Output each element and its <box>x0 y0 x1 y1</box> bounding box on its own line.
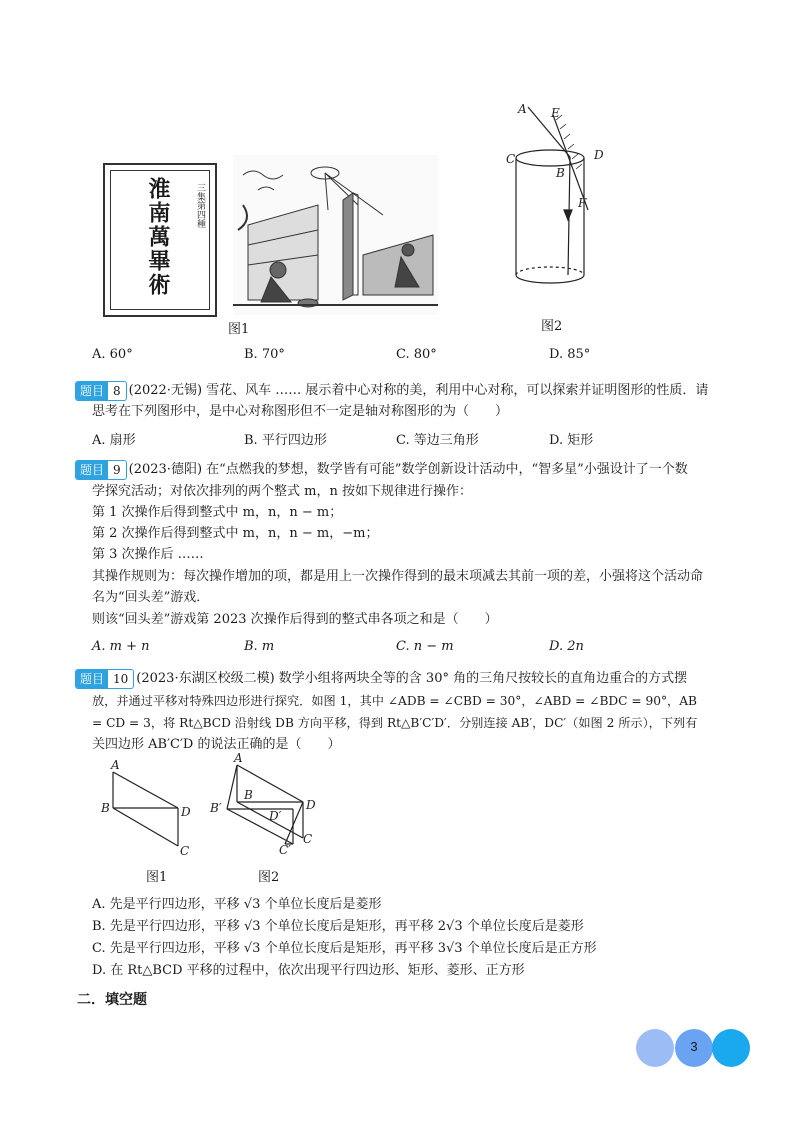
q10-tag: 题目 10 <box>75 669 134 689</box>
q8-tag: 题目 8 <box>75 381 127 401</box>
ancient-illustration <box>233 155 438 315</box>
q10-line-1 <box>75 668 687 690</box>
q9-text-4: 第 2 次操作后得到整式中 m，n，n − m，−m； <box>92 526 379 541</box>
q7-option-c[interactable]: C. 80° <box>396 347 437 362</box>
deco-circle-left <box>636 1029 674 1067</box>
q10-fig1-point-B: B <box>101 801 110 815</box>
q10-fig1-point-D: D <box>181 805 191 819</box>
q10-option-c[interactable]: C. 先是平行四边形，平移 √3 个单位长度后是矩形，再平移 3√3 个单位长度后是正方形 <box>92 941 597 956</box>
point-F-label: F <box>578 196 587 210</box>
q9-option-a[interactable]: A. m + n <box>92 639 150 654</box>
q8-text-1: (2022·无锡) 雪花、风车 …… 展示着中心对称的美，利用中心对称，可以探索并证明图形的性质．请 <box>128 383 709 398</box>
q10-fig2-point-D: D <box>306 798 316 812</box>
book-side-text: 三集第四種 <box>195 183 205 228</box>
q7-fig1-label: 图1 <box>228 322 250 337</box>
page-number: 3 <box>690 1039 698 1054</box>
q8-line-1 <box>75 380 708 402</box>
q10-option-b[interactable]: B. 先是平行四边形，平移 √3 个单位长度后是矩形，再平移 2√3 个单位长度后是菱形 <box>92 919 584 934</box>
q10-fig2-point-C: C <box>303 832 313 846</box>
page-number-badge <box>636 1028 752 1068</box>
q7-figure2 <box>498 95 618 295</box>
q10-fig2-label: 图2 <box>258 870 280 885</box>
q9-option-b[interactable]: B. m <box>244 639 275 654</box>
q10-figure1 <box>98 758 203 858</box>
cylinder-diagram <box>498 95 618 295</box>
q9-option-d[interactable]: D. 2n <box>549 639 584 654</box>
point-C-label: C <box>506 152 516 166</box>
q10-option-d[interactable]: D. 在 Rt△BCD 平移的过程中，依次出现平行四边形、矩形、菱形、正方形 <box>92 963 525 978</box>
q10-text-4: 关四边形 AB′C′D 的说法正确的是（ ） <box>92 737 341 752</box>
q9-text-5: 第 3 次操作后 …… <box>92 547 204 562</box>
point-E-label: E <box>551 106 560 120</box>
deco-circle-right <box>712 1029 750 1067</box>
point-B-label: B <box>556 166 565 180</box>
q10-fig1-point-A: A <box>111 758 120 772</box>
q9-tag: 题目 9 <box>75 460 127 480</box>
q8-option-a[interactable]: A. 扇形 <box>92 433 136 448</box>
q9-text-6: 其操作规则为：每次操作增加的项，都是用上一次操作得到的最末项减去其前一项的差，小强将这个活动命 <box>92 569 704 584</box>
q7-figure1 <box>103 155 438 315</box>
section-title: 二．填空题 <box>77 992 147 1008</box>
q8-text-2: 思考在下列图形中，是中心对称图形但不一定是轴对称图形的为（ ） <box>92 404 509 419</box>
q9-text-7: 名为“回头差”游戏． <box>92 590 210 605</box>
q10-figure2 <box>207 752 327 857</box>
q9-text-2: 学探究活动；对依次排列的两个整式 m，n 按如下规律进行操作： <box>92 484 472 499</box>
q9-text-3: 第 1 次操作后得到整式中 m，n，n − m； <box>92 505 343 520</box>
q9-text-1: (2023·德阳) 在“点燃我的梦想，数学皆有可能”数学创新设计活动中，“智多星”小强设计了一个数 <box>128 462 688 477</box>
q10-fig2-point-B: B <box>244 788 253 802</box>
q9-text-8: 则该“回头差”游戏第 2023 次操作后得到的整式串各项之和是（ ） <box>92 612 498 627</box>
q10-fig2-point-Cprime: C′ <box>279 843 291 857</box>
q8-option-b[interactable]: B. 平行四边形 <box>244 433 327 448</box>
q9-option-c[interactable]: C. n − m <box>396 639 454 654</box>
q8-option-c[interactable]: C. 等边三角形 <box>396 433 479 448</box>
q7-option-d[interactable]: D. 85° <box>549 347 591 362</box>
point-D-label: D <box>594 148 604 162</box>
q10-fig1-point-C: C <box>180 844 190 858</box>
q10-fig2-point-A: A <box>234 752 243 765</box>
q7-fig2-label: 图2 <box>541 319 563 334</box>
q10-text-2: 放，并通过平移对特殊四边形进行探究．如图 1，其中 ∠ADB = ∠CBD = 30°，∠ABD = ∠BDC = 90°，AB <box>92 694 698 708</box>
q7-option-b[interactable]: B. 70° <box>244 347 285 362</box>
q10-text-1: (2023·东湖区校级二模) 数学小组将两块全等的含 30° 角的三角尺按较长的直角边重合的方式摆 <box>136 671 688 686</box>
point-A-label: A <box>518 102 527 116</box>
q10-option-a[interactable]: A. 先是平行四边形，平移 √3 个单位长度后是菱形 <box>92 897 382 912</box>
q9-line-1 <box>75 459 688 481</box>
q10-fig2-point-Bprime: B′ <box>210 801 222 815</box>
q10-fig2-point-Dprime: D′ <box>269 809 282 823</box>
q10-text-3: = CD = 3，将 Rt△BCD 沿射线 DB 方向平移，得到 Rt△B′C′D′．分别连接 AB′，DC′（如图 2 所示），下列有 <box>92 716 698 730</box>
book-title: 淮南萬畢術 <box>145 177 171 297</box>
book-cover-image <box>103 163 217 317</box>
q8-option-d[interactable]: D. 矩形 <box>549 433 594 448</box>
q10-fig1-label: 图1 <box>146 870 168 885</box>
q7-option-a[interactable]: A. 60° <box>92 347 133 362</box>
